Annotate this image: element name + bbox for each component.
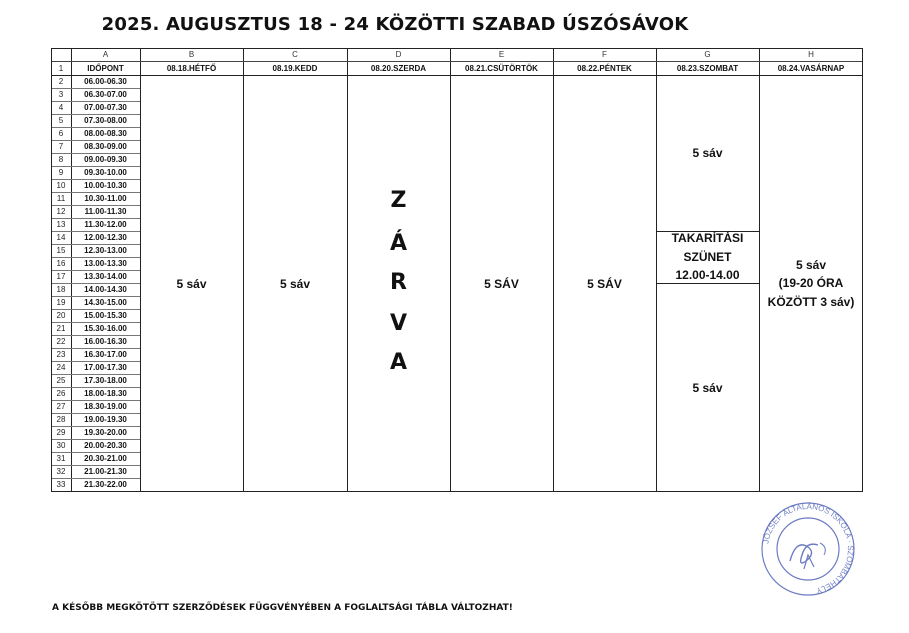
row-number: 15 <box>56 246 66 255</box>
cell-saturday-afternoon: 5 sáv <box>692 380 723 395</box>
column-letter: H <box>808 50 814 59</box>
time-slot: 12.30-13.00 <box>84 246 127 255</box>
school-stamp-icon <box>746 499 866 601</box>
closed-letter: V <box>389 311 408 336</box>
time-slot: 16.30-17.00 <box>84 350 127 359</box>
time-slot: 10.30-11.00 <box>84 194 127 203</box>
header-day: 08.22.PÉNTEK <box>577 63 632 73</box>
row-number: 19 <box>56 298 66 307</box>
time-slot: 15.00-15.30 <box>84 311 127 320</box>
time-slot: 10.00-10.30 <box>84 181 127 190</box>
row-number: 14 <box>56 233 66 242</box>
row-number: 6 <box>58 129 64 138</box>
time-slot: 19.30-20.00 <box>84 428 127 437</box>
time-slot: 09.30-10.00 <box>84 168 127 177</box>
cell-friday: 5 SÁV <box>587 276 622 291</box>
row-number: 5 <box>58 116 64 125</box>
row-number: 27 <box>56 402 66 411</box>
row-number: 26 <box>56 389 66 398</box>
row-number: 22 <box>56 337 66 346</box>
column-letter: B <box>188 50 195 59</box>
row-number: 4 <box>58 103 64 112</box>
time-slot: 21.30-22.00 <box>84 480 127 489</box>
page-title: 2025. AUGUSZTUS 18 - 24 KÖZÖTTI SZABAD ÚSZÓSÁVOK <box>101 14 689 35</box>
cell-thursday: 5 SÁV <box>484 276 519 291</box>
time-slot: 17.30-18.00 <box>84 376 127 385</box>
row-number: 10 <box>56 181 66 190</box>
row-number: 21 <box>56 324 66 333</box>
stamp-text: JÓZSEF ÁLTALÁNOS ISKOLA · SZOMBATHELY <box>761 501 856 596</box>
header-time: IDŐPONT <box>87 63 124 73</box>
row-number: 18 <box>56 285 66 294</box>
row-number: 7 <box>58 142 64 151</box>
row-number: 25 <box>56 376 66 385</box>
header-day: 08.24.VASÁRNAP <box>777 63 845 73</box>
sunday-line: 5 sáv <box>795 257 827 272</box>
time-slot: 08.00-08.30 <box>84 129 127 138</box>
cell-saturday-cleaning-break <box>656 231 759 283</box>
closed-letter: Á <box>389 231 408 256</box>
row-number: 24 <box>56 363 66 372</box>
time-slot: 06.30-07.00 <box>84 90 127 99</box>
row-number: 30 <box>56 441 66 450</box>
row-number: 32 <box>56 467 66 476</box>
closed-letter: R <box>390 270 407 295</box>
time-slot: 12.00-12.30 <box>84 233 127 242</box>
time-slot: 20.00-20.30 <box>84 441 127 450</box>
row-number: 2 <box>58 77 64 86</box>
footer-notice: A KÉSŐBB MEGKÖTÖTT SZERZŐDÉSEK FÜGGVÉNYÉBEN A FOGLALTSÁGI TÁBLA VÁLTOZHAT! <box>52 603 513 613</box>
header-day: 08.23.SZOMBAT <box>676 63 739 73</box>
row-number: 29 <box>56 428 66 437</box>
time-slot: 19.00-19.30 <box>84 415 127 424</box>
time-slot: 17.00-17.30 <box>84 363 127 372</box>
cell-monday: 5 sáv <box>176 276 207 291</box>
column-letter: F <box>602 50 607 59</box>
sunday-line: KÖZÖTT 3 sáv) <box>767 294 855 309</box>
time-slot: 14.30-15.00 <box>84 298 127 307</box>
row-number: 31 <box>56 454 66 463</box>
row-number: 13 <box>56 220 66 229</box>
column-letter: A <box>102 50 109 59</box>
header-day: 08.19.KEDD <box>272 63 318 73</box>
cleaning-break-line: TAKARÍTÁSI <box>671 231 744 246</box>
time-slot: 06.00-06.30 <box>84 77 127 86</box>
cell-saturday-morning: 5 sáv <box>692 146 723 160</box>
time-slot: 18.00-18.30 <box>84 389 127 398</box>
cell-tuesday: 5 sáv <box>279 276 311 291</box>
schedule-sheet <box>51 48 863 492</box>
row-number: 1 <box>58 63 64 73</box>
time-slot: 18.30-19.00 <box>84 402 127 411</box>
time-slot: 08.30-09.00 <box>84 142 127 151</box>
time-slot: 11.00-11.30 <box>84 207 127 216</box>
column-letter: C <box>292 50 298 59</box>
time-slot: 15.30-16.00 <box>84 324 127 333</box>
row-number: 12 <box>56 207 66 216</box>
closed-letter: A <box>389 350 408 375</box>
row-number: 17 <box>56 272 66 281</box>
cleaning-break-line: 12.00-14.00 <box>675 268 740 283</box>
time-slot: 21.00-21.30 <box>84 467 127 476</box>
time-slot: 11.30-12.00 <box>84 220 127 229</box>
column-letter: G <box>704 50 711 59</box>
column-letter: E <box>498 50 505 59</box>
time-slot: 07.30-08.00 <box>84 116 127 125</box>
row-number: 11 <box>56 194 66 203</box>
column-letter: D <box>395 50 402 59</box>
row-number: 8 <box>58 155 64 164</box>
time-slot: 20.30-21.00 <box>84 454 127 463</box>
time-slot: 14.00-14.30 <box>84 285 127 294</box>
sunday-line: (19-20 ÓRA <box>778 276 844 291</box>
time-slot: 13.00-13.30 <box>84 259 127 268</box>
time-slot: 16.00-16.30 <box>84 337 127 346</box>
row-number: 28 <box>56 415 66 424</box>
row-number: 20 <box>56 311 66 320</box>
cell-wednesday-closed <box>347 75 450 492</box>
time-slot: 13.30-14.00 <box>84 272 127 281</box>
header-day: 08.18.HÉTFŐ <box>166 63 217 73</box>
header-day: 08.20.SZERDA <box>370 63 427 73</box>
row-number: 16 <box>56 259 66 268</box>
cell-sunday <box>759 75 863 492</box>
cleaning-break-line: SZÜNET <box>683 249 732 264</box>
time-slot: 07.00-07.30 <box>84 103 127 112</box>
closed-letter: Z <box>390 188 407 213</box>
row-number: 23 <box>56 350 66 359</box>
row-number: 33 <box>56 480 66 489</box>
time-slot: 09.00-09.30 <box>84 155 127 164</box>
row-number: 3 <box>58 90 64 99</box>
row-number: 9 <box>58 168 64 177</box>
header-day: 08.21.CSÜTÖRTÖK <box>465 63 538 73</box>
